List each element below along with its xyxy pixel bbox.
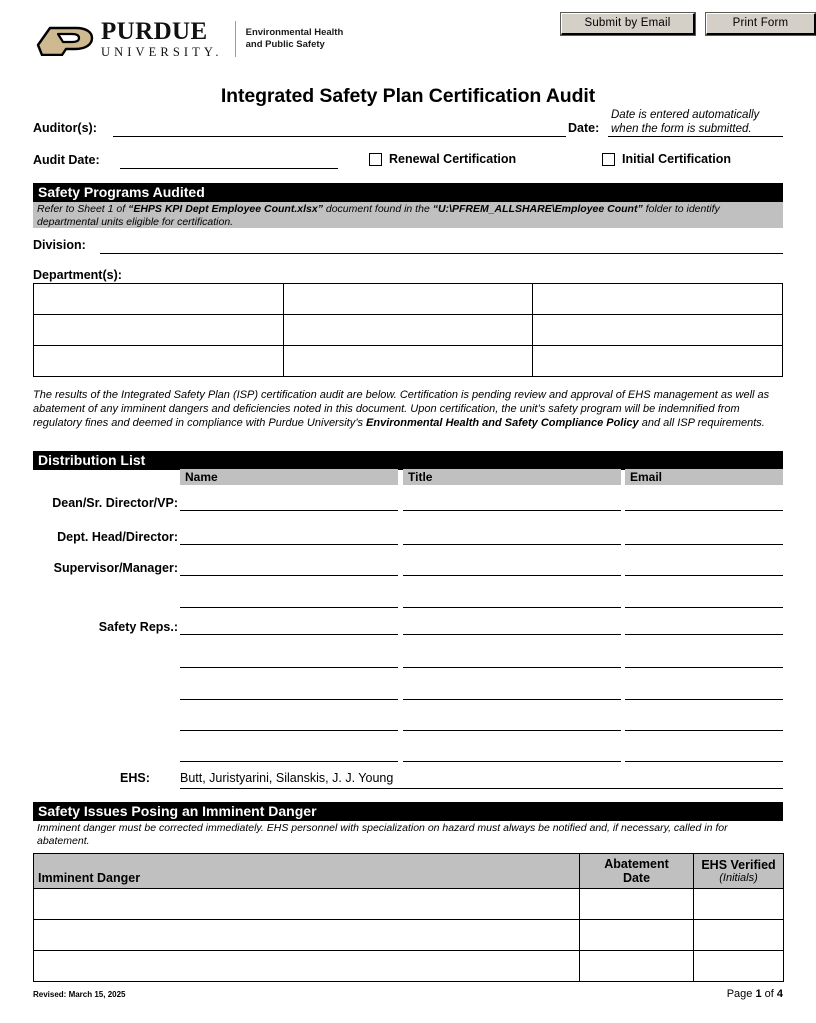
- wordmark-university: UNIVERSITY.: [101, 45, 223, 59]
- dist-email-input-dean[interactable]: [625, 510, 783, 511]
- isp-policy-name: Environmental Health and Safety Compliance Policy: [366, 417, 639, 430]
- departments-table: [33, 283, 783, 377]
- table-row: [34, 951, 784, 982]
- imminent-danger-cell[interactable]: [34, 951, 580, 982]
- dist-name-input-safety-rep-4[interactable]: [180, 730, 398, 731]
- isp-text-part-1: The results of the Integrated Safety Plan (ISP) certification audit are below. Certification is pending review and approval of EHS management as well as abatement of any imminent dangers and deficiencies noted in this document. Upon certification, the unit’s safety program will be indemnified from regulatory fines and deemed in compliance with Purdue University’s: [33, 389, 770, 430]
- dist-label-supervisor: Supervisor/Manager:: [53, 561, 178, 575]
- page-total: 4: [776, 988, 783, 1000]
- dist-title-input-safety-rep-4[interactable]: [403, 730, 621, 731]
- submit-by-email-button[interactable]: Submit by Email: [561, 13, 695, 35]
- ehps-line-1: Environmental Health: [245, 26, 344, 38]
- ehps-line-2: and Public Safety: [245, 39, 325, 51]
- auditors-label: Auditor(s):: [33, 121, 97, 135]
- department-cell[interactable]: [34, 315, 284, 346]
- dist-title-input-extra-1[interactable]: [403, 607, 621, 608]
- imminent-danger-table-body: [34, 889, 784, 982]
- department-cell[interactable]: [533, 315, 783, 346]
- dist-name-input-dean[interactable]: [180, 510, 398, 511]
- isp-text-part-2: and all ISP requirements.: [638, 417, 765, 430]
- dist-name-input-safety-rep-2[interactable]: [180, 667, 398, 668]
- departments-table-body: [34, 284, 783, 377]
- imminent-danger-table-head: [34, 854, 784, 889]
- dist-email-input-safety-rep-5[interactable]: [625, 761, 783, 762]
- wordmark-purdue: PURDUE: [101, 18, 208, 45]
- ehs-verified-line-1: EHS Verified: [701, 857, 776, 872]
- dist-email-input-safety-rep-4[interactable]: [625, 730, 783, 731]
- note-mid: document found in the: [322, 203, 433, 215]
- purdue-wordmark: [101, 20, 223, 59]
- dist-email-input-safety-rep-3[interactable]: [625, 699, 783, 700]
- ehs-verified-initials-note: (Initials): [719, 871, 758, 884]
- note-file-name: “EHPS KPI Dept Employee Count.xlsx”: [128, 203, 323, 215]
- table-row: [34, 920, 784, 951]
- purdue-logo: [36, 20, 343, 59]
- imminent-danger-table: [33, 853, 784, 982]
- table-row: [34, 315, 783, 346]
- table-row: [34, 284, 783, 315]
- note-suffix: folder to identify departmental units eligible for certification.: [37, 203, 720, 228]
- division-label: Division:: [33, 238, 86, 252]
- dist-title-input-safety-rep-3[interactable]: [403, 699, 621, 700]
- ehs-value: Butt, Juristyarini, Silanskis, J. J. Young: [180, 771, 394, 785]
- ehs-rule: [180, 788, 783, 789]
- section-header-imminent-danger: Safety Issues Posing an Imminent Danger: [33, 802, 783, 821]
- department-cell[interactable]: [283, 284, 533, 315]
- note-folder-path: “U:\PFREM_ALLSHARE\Employee Count”: [432, 203, 643, 215]
- dist-title-input-dean[interactable]: [403, 510, 621, 511]
- dist-email-input-extra-1[interactable]: [625, 607, 783, 608]
- audit-date-label: Audit Date:: [33, 153, 100, 167]
- ehs-verified-cell[interactable]: [694, 951, 784, 982]
- dist-name-input-extra-1[interactable]: [180, 607, 398, 608]
- page-mid: of: [761, 988, 777, 1000]
- dist-label-dean: Dean/Sr. Director/VP:: [52, 496, 178, 510]
- footer-page-number: [727, 988, 783, 1000]
- abatement-date-cell[interactable]: [580, 951, 694, 982]
- column-header-title: Title: [403, 469, 621, 485]
- imminent-danger-note: Imminent danger must be corrected immediately. EHS personnel with specialization on hazard must always be notified and, if necessary, called in for abatement.: [33, 821, 783, 847]
- renewal-certification-option[interactable]: [369, 152, 516, 166]
- print-form-button[interactable]: Print Form: [706, 13, 816, 35]
- renewal-certification-checkbox[interactable]: [369, 153, 382, 166]
- column-header-abatement-date: [580, 854, 694, 889]
- initial-certification-checkbox[interactable]: [602, 153, 615, 166]
- department-cell[interactable]: [283, 315, 533, 346]
- page-prefix: Page: [726, 988, 756, 1000]
- column-header-name: Name: [180, 469, 398, 485]
- ehs-verified-cell[interactable]: [694, 889, 784, 920]
- form-action-buttons: [561, 13, 816, 35]
- ehs-verified-cell[interactable]: [694, 920, 784, 951]
- date-auto-note: Date is entered automatically when the form is submitted.: [611, 109, 760, 136]
- isp-certification-paragraph: [33, 388, 781, 430]
- section-header-safety-programs: Safety Programs Audited: [33, 183, 783, 202]
- imminent-danger-cell[interactable]: [34, 889, 580, 920]
- dist-label-dept-head: Dept. Head/Director:: [57, 530, 178, 544]
- initial-certification-label: Initial Certification: [622, 152, 732, 166]
- dist-title-input-safety-rep-5[interactable]: [403, 761, 621, 762]
- footer-revised-date: Revised: March 15, 2025: [33, 990, 126, 999]
- table-row: [34, 346, 783, 377]
- dist-name-input-safety-rep-1[interactable]: [180, 634, 398, 635]
- table-header-row: [34, 854, 784, 889]
- dist-email-input-safety-rep-1[interactable]: [625, 634, 783, 635]
- auditors-input[interactable]: [113, 136, 566, 137]
- ehs-label: EHS:: [120, 771, 150, 785]
- initial-certification-option[interactable]: [602, 152, 731, 166]
- table-row: [34, 889, 784, 920]
- departments-label: Department(s):: [33, 268, 122, 282]
- dist-name-input-safety-rep-3[interactable]: [180, 699, 398, 700]
- dist-title-input-safety-rep-2[interactable]: [403, 667, 621, 668]
- purdue-motion-p-icon: [36, 22, 94, 56]
- renewal-certification-label: Renewal Certification: [389, 152, 517, 166]
- abatement-date-cell[interactable]: [580, 920, 694, 951]
- dist-email-input-supervisor[interactable]: [625, 575, 783, 576]
- logo-divider: [235, 21, 236, 57]
- department-cell[interactable]: [34, 284, 284, 315]
- date-input[interactable]: [608, 136, 783, 137]
- imminent-danger-cell[interactable]: [34, 920, 580, 951]
- column-header-imminent-danger: Imminent Danger: [34, 854, 580, 889]
- page-current: 1: [755, 988, 762, 1000]
- department-cell[interactable]: [533, 284, 783, 315]
- abatement-date-cell[interactable]: [580, 889, 694, 920]
- safety-programs-note: [33, 202, 783, 228]
- dist-email-input-dept-head[interactable]: [625, 544, 783, 545]
- dist-name-input-supervisor[interactable]: [180, 575, 398, 576]
- dist-name-input-dept-head[interactable]: [180, 544, 398, 545]
- dist-title-input-supervisor[interactable]: [403, 575, 621, 576]
- dist-name-input-safety-rep-5[interactable]: [180, 761, 398, 762]
- abatement-date-line-1: Abatement: [604, 857, 669, 871]
- dist-label-safety-reps: Safety Reps.:: [98, 620, 178, 634]
- dist-email-input-safety-rep-2[interactable]: [625, 667, 783, 668]
- column-header-ehs-verified: [694, 854, 784, 889]
- department-cell[interactable]: [283, 346, 533, 377]
- section-header-distribution-list: Distribution List: [33, 451, 783, 470]
- dist-title-input-dept-head[interactable]: [403, 544, 621, 545]
- department-cell[interactable]: [533, 346, 783, 377]
- dist-title-input-safety-rep-1[interactable]: [403, 634, 621, 635]
- column-header-email: Email: [625, 469, 783, 485]
- note-prefix: Refer to Sheet 1 of: [37, 203, 129, 215]
- audit-date-input[interactable]: [120, 168, 338, 169]
- department-cell[interactable]: [34, 346, 284, 377]
- abatement-date-line-2: Date: [622, 871, 651, 885]
- date-label: Date:: [568, 121, 600, 135]
- division-input[interactable]: [100, 253, 783, 254]
- ehps-unit-name: [246, 27, 344, 52]
- page-title: Integrated Safety Plan Certification Audit: [220, 85, 596, 107]
